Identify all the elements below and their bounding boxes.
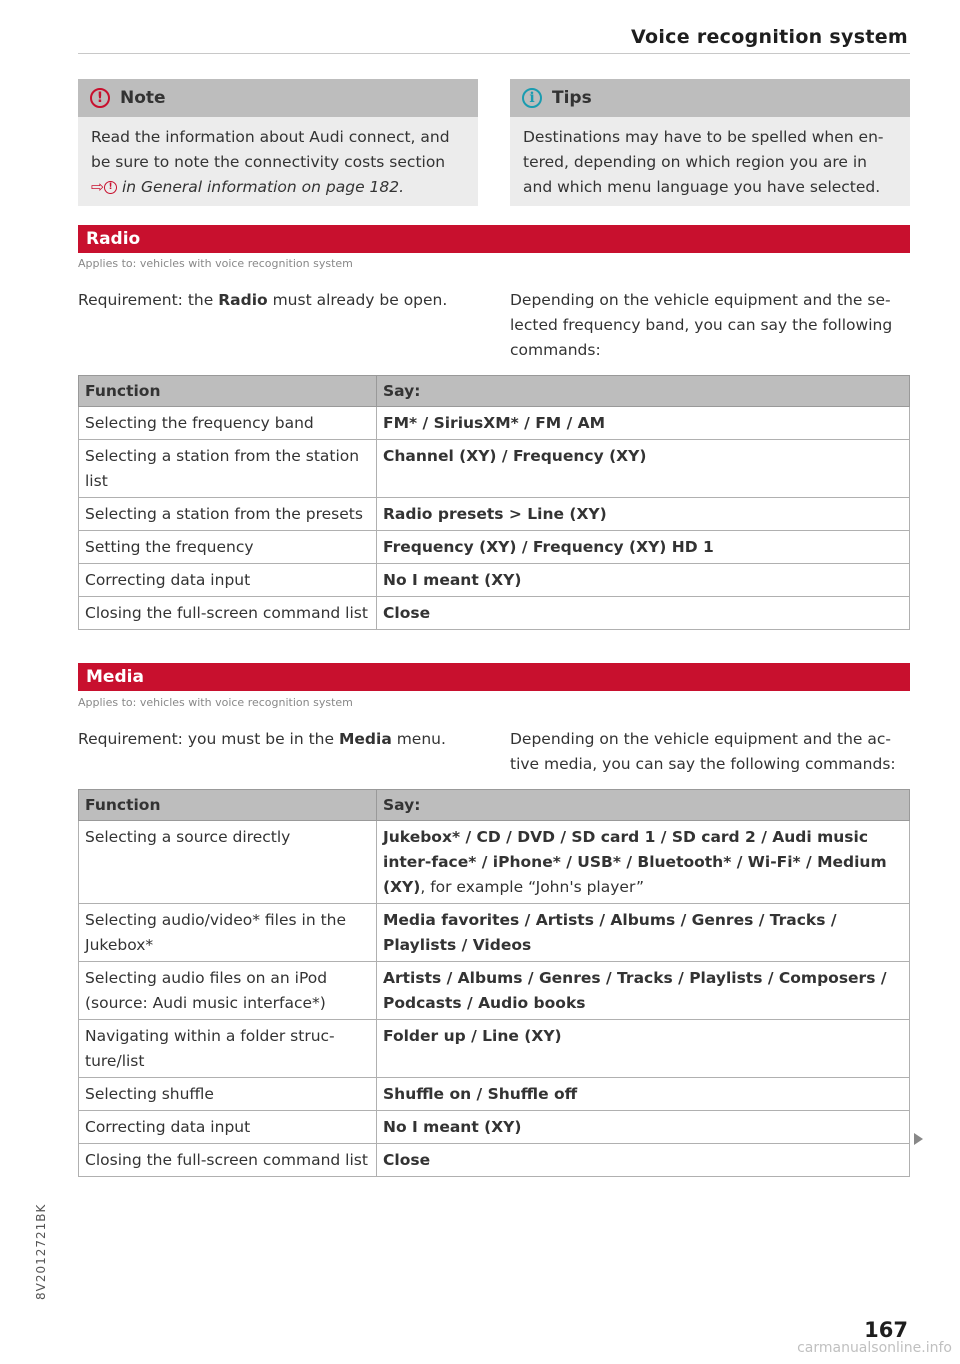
media-requirement-bold: Media	[338, 730, 392, 748]
radio-section-title: Radio	[78, 225, 910, 253]
table-row	[79, 1144, 910, 1177]
function-cell: Selecting audio/video* files in the Jukebox*	[79, 904, 377, 962]
media-applies-to: Applies to: vehicles with voice recognition system	[78, 696, 353, 709]
note-header	[78, 79, 478, 117]
info-circle-icon: i	[522, 88, 542, 108]
table-row	[79, 1111, 910, 1144]
radio-applies-to: Applies to: vehicles with voice recognition system	[78, 257, 353, 270]
say-command-cell: No I meant (XY)	[377, 1111, 910, 1144]
function-cell: Setting the frequency	[79, 531, 377, 564]
media-requirement-suffix: menu.	[391, 730, 446, 748]
say-command-cell: Media favorites / Artists / Albums / Genres / Tracks / Playlists / Videos	[377, 904, 910, 962]
media-requirement	[78, 727, 478, 752]
note-box	[78, 79, 478, 206]
table-row	[79, 440, 910, 498]
table-row	[79, 564, 910, 597]
table-header-row	[79, 790, 910, 821]
note-page-ref-link[interactable]: in General information on page 182.	[121, 178, 405, 196]
note-text: Read the information about Audi connect, and be sure to note the connectivity costs section	[91, 128, 450, 171]
say-command-cell: Frequency (XY) / Frequency (XY) HD 1	[377, 531, 910, 564]
function-cell: Correcting data input	[79, 564, 377, 597]
function-cell: Correcting data input	[79, 1111, 377, 1144]
media-requirement-prefix: Requirement: you must be in the	[78, 730, 339, 748]
column-header-say: Say:	[377, 376, 910, 407]
column-header-function: Function	[79, 790, 377, 821]
table-row	[79, 597, 910, 630]
note-ref-arrow: ⇨	[91, 178, 104, 196]
info-small-icon: !	[104, 181, 117, 194]
column-header-function: Function	[79, 376, 377, 407]
header-divider	[78, 53, 910, 54]
say-example-text: , for example “John's player”	[420, 878, 645, 896]
continue-next-page-icon	[914, 1133, 923, 1145]
media-section-title: Media	[78, 663, 910, 691]
function-cell: Closing the full-screen command list	[79, 597, 377, 630]
say-command-cell: Shuffle on / Shuffle off	[377, 1078, 910, 1111]
table-row	[79, 821, 910, 904]
tips-title: Tips	[552, 88, 592, 108]
document-code: 8V2012721BK	[34, 1203, 48, 1300]
column-header-say: Say:	[377, 790, 910, 821]
radio-requirement-bold: Radio	[218, 291, 268, 309]
say-command-cell: Channel (XY) / Frequency (XY)	[377, 440, 910, 498]
radio-requirement-prefix: Requirement: the	[78, 291, 219, 309]
media-intro-text: Depending on the vehicle equipment and the ac-tive media, you can say the following commands:	[510, 730, 896, 773]
table-row	[79, 1020, 910, 1078]
function-cell: Selecting audio files on an iPod (source: Audi music interface*)	[79, 962, 377, 1020]
function-cell: Selecting a source directly	[79, 821, 377, 904]
say-command-cell: Artists / Albums / Genres / Tracks / Playlists / Composers / Podcasts / Audio books	[377, 962, 910, 1020]
function-cell: Selecting a station from the station list	[79, 440, 377, 498]
function-cell: Selecting shuffle	[79, 1078, 377, 1111]
say-command-cell: No I meant (XY)	[377, 564, 910, 597]
function-cell: Selecting the frequency band	[79, 407, 377, 440]
table-row	[79, 904, 910, 962]
function-cell: Closing the full-screen command list	[79, 1144, 377, 1177]
watermark-text: carmanualsonline.info	[797, 1340, 952, 1356]
media-command-table	[78, 789, 910, 1177]
tips-body: Destinations may have to be spelled when en-tered, depending on which region you are in and which menu language you have selected.	[523, 128, 884, 196]
tips-box	[510, 79, 910, 206]
note-title: Note	[120, 88, 166, 108]
function-cell: Selecting a station from the presets	[79, 498, 377, 531]
table-row	[79, 1078, 910, 1111]
say-command-cell: Radio presets > Line (XY)	[377, 498, 910, 531]
table-row	[79, 498, 910, 531]
tips-header	[510, 79, 910, 117]
function-cell: Navigating within a folder struc-ture/list	[79, 1020, 377, 1078]
exclamation-circle-icon: !	[90, 88, 110, 108]
say-command-cell: Close	[377, 1144, 910, 1177]
radio-intro-text: Depending on the vehicle equipment and the se-lected frequency band, you can say the following commands:	[510, 291, 893, 359]
say-command-cell: FM* / SiriusXM* / FM / AM	[377, 407, 910, 440]
table-row	[79, 962, 910, 1020]
radio-command-table	[78, 375, 910, 630]
page-header-title: Voice recognition system	[631, 26, 908, 48]
say-command-cell: Jukebox* / CD / DVD / SD card 1 / SD card 2 / Audi music inter-face* / iPhone* / USB* / Bluetooth* / Wi-Fi* / Medium (XY), for example “John's player”	[377, 821, 910, 904]
table-row	[79, 407, 910, 440]
radio-requirement	[78, 288, 478, 313]
note-body	[78, 117, 478, 206]
table-row	[79, 531, 910, 564]
table-header-row	[79, 376, 910, 407]
radio-requirement-suffix: must already be open.	[267, 291, 448, 309]
page-number: 167	[864, 1318, 908, 1342]
say-command-cell: Close	[377, 597, 910, 630]
say-command-cell: Folder up / Line (XY)	[377, 1020, 910, 1078]
